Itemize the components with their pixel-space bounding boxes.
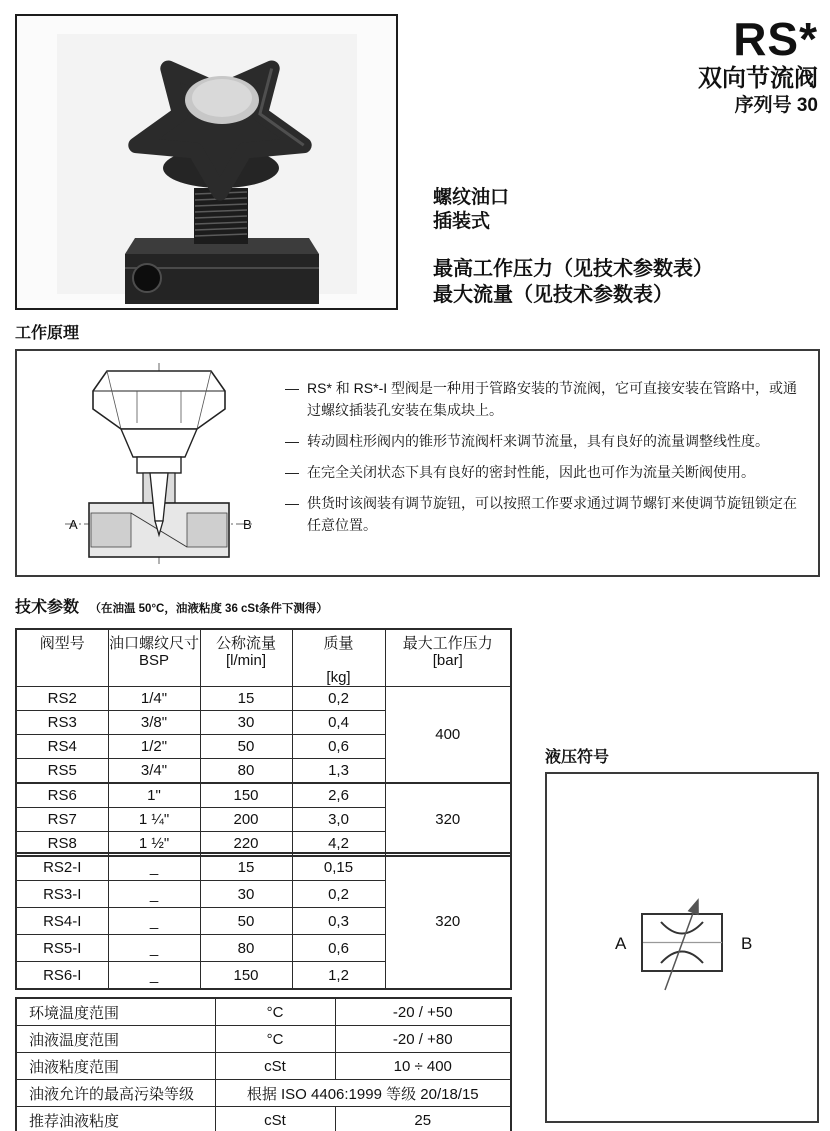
- bullet-item: — RS* 和 RS*-I 型阀是一种用于管路安装的节流阀，它可直接安装在管路中，或通过螺纹插装孔安装在集成块上。: [285, 377, 805, 421]
- table-row: RS8 1 ½" 220 4,2: [16, 832, 511, 857]
- table-row: 油液粘度范围 cSt 10 ÷ 400: [16, 1053, 511, 1080]
- bullet-item: — 在完全关闭状态下具有良好的密封性能，因此也可作为流量关断阀使用。: [285, 461, 805, 483]
- pressure-group-400: 400: [385, 687, 511, 784]
- working-principle-heading: 工作原理: [15, 325, 80, 342]
- spec-max-flow: 最大流量（见技术参数表）: [433, 284, 673, 306]
- title-block: [698, 13, 818, 118]
- table-row: RS6 1" 150 2,6 320: [16, 783, 511, 808]
- spec-max-pressure: 最高工作压力（见技术参数表）: [433, 258, 713, 280]
- col-header-model: 阀型号: [16, 629, 108, 687]
- main-table-header-row: [16, 629, 511, 687]
- symbol-port-a-label: A: [615, 934, 627, 953]
- hydraulic-symbol-diagram: [547, 774, 817, 1121]
- bullet-dash: —: [285, 495, 299, 511]
- bullet-item: — 转动圆柱形阀内的锥形节流阀杆来调节流量，具有良好的流量调整线性度。: [285, 430, 805, 452]
- valve-cross-section-diagram: [57, 361, 262, 566]
- table-row: RS7 1 ¼" 200 3,0: [16, 808, 511, 832]
- table-row: RS5 3/4" 80 1,3: [16, 759, 511, 784]
- tech-params-heading-row: [15, 594, 328, 617]
- product-photo-frame: [15, 14, 398, 310]
- insert-spec-table: [15, 852, 512, 990]
- tech-params-heading: 技术参数: [15, 599, 80, 616]
- tech-params-note: （在油温 50°C，油液粘度 36 cSt条件下测得）: [89, 603, 328, 615]
- diagram-port-a-label: A: [69, 517, 78, 532]
- table-row: RS4 1/2" 50 0,6: [16, 735, 511, 759]
- working-principle-box: [15, 349, 820, 577]
- feature-cartridge: 插装式: [433, 211, 491, 232]
- feature-list: [433, 186, 713, 308]
- table-row: 油液允许的最高污染等级 根据 ISO 4406:1999 等级 20/18/15: [16, 1080, 511, 1107]
- bullet-dash: —: [285, 464, 299, 480]
- bullet-dash: —: [285, 433, 299, 449]
- table-row: RS5-I _ 80 0,6: [16, 935, 511, 962]
- col-header-pressure: 最大工作压力 [bar]: [385, 629, 511, 687]
- col-header-thread: 油口螺纹尺寸 BSP: [108, 629, 200, 687]
- col-header-mass: 质量 [kg]: [292, 629, 385, 687]
- feature-port-type: 螺纹油口: [433, 187, 510, 208]
- hydraulic-symbol-box: [545, 772, 819, 1123]
- table-row: RS2 1/4" 15 0,2 400: [16, 687, 511, 711]
- table-row: RS6-I _ 150 1,2: [16, 962, 511, 990]
- bullet-item: — 供货时该阀装有调节旋钮，可以按照工作要求通过调节螺钉来使调节旋钮锁定在任意位置。: [285, 492, 805, 536]
- table-row: 环境温度范围 °C -20 / +50: [16, 998, 511, 1026]
- conditions-table: [15, 997, 512, 1131]
- pressure-group-320: 320: [385, 783, 511, 856]
- col-header-flow: 公称流量 [l/min]: [200, 629, 292, 687]
- symbol-port-b-label: B: [741, 934, 753, 953]
- main-spec-table: [15, 628, 512, 857]
- product-name: 双向节流阀: [698, 65, 818, 92]
- bullet-dash: —: [285, 380, 299, 396]
- table-row: 油液温度范围 °C -20 / +80: [16, 1026, 511, 1053]
- working-principle-bullets: [285, 377, 805, 545]
- product-photo-valve-image: [17, 16, 396, 308]
- table-row: RS3-I _ 30 0,2: [16, 881, 511, 908]
- diagram-port-b-label: B: [243, 517, 252, 532]
- model-code: RS*: [733, 13, 818, 65]
- table-row: RS3 3/8" 30 0,4: [16, 711, 511, 735]
- series-number: 序列号 30: [734, 95, 818, 116]
- table-row: RS2-I _ 15 0,15 320: [16, 853, 511, 881]
- table-row: 推荐油液粘度 cSt 25: [16, 1107, 511, 1131]
- table-row: RS4-I _ 50 0,3: [16, 908, 511, 935]
- iso-class-cell: 根据 ISO 4406:1999 等级 20/18/15: [215, 1080, 511, 1107]
- pressure-group-320-insert: 320: [385, 853, 511, 989]
- hydraulic-symbol-heading: 液压符号: [545, 749, 610, 766]
